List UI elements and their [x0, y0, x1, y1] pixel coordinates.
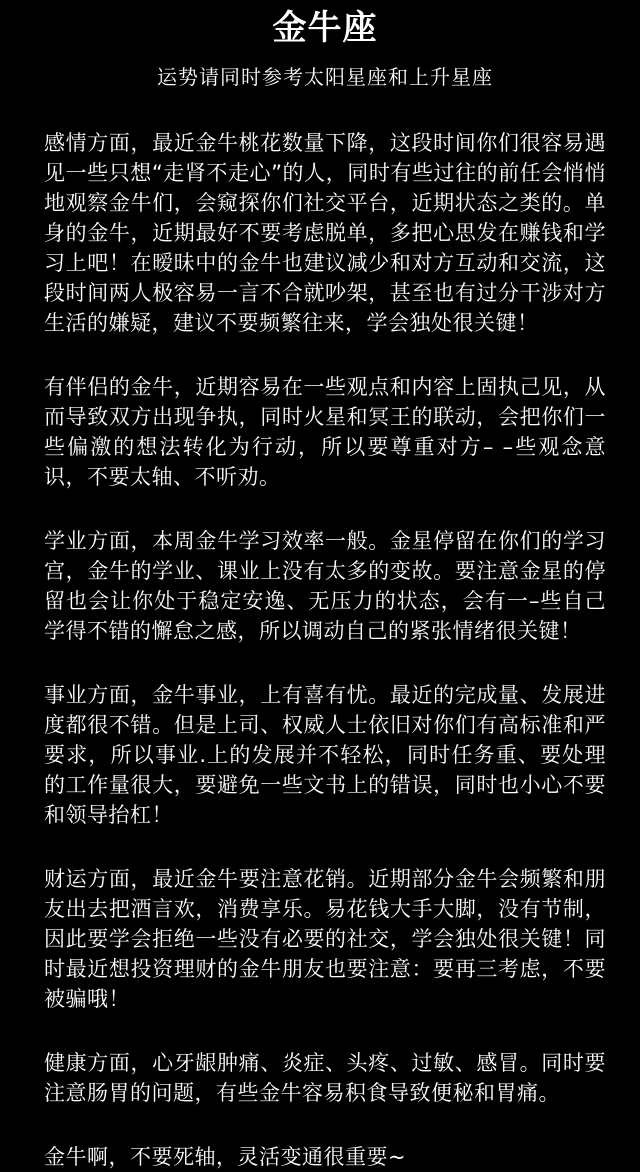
page-title: 金牛座	[272, 8, 378, 48]
page-subtitle: 运势请同时参考太阳星座和上升星座	[157, 65, 493, 89]
paragraph-study: 学业方面，本周金牛学习效率一般。金星停留在你们的学习宫，金牛的学业、课业上没有太多的变故。要注意金星的停留也会让你处于稳定安逸、无压力的状态，会有一–些自己学得不错的懈怠之感，所以调动自己的紧张情绪很关键！	[44, 529, 606, 643]
paragraph-love: 感情方面，最近金牛桃花数量下降，这段时间你们很容易遇见一些只想“走肾不走心”的人，同时有些过往的前任会悄悄地观察金牛们，会窥探你们社交平台，近期状态之类的。单身的金牛，近期最好不要考虑脱单，多把心思发在赚钱和学习上吧！在暧昧中的金牛也建议减少和对方互动和交流，这段时间两人极容易一言不合就吵架，甚至也有过分干涉对方生活的嫌疑，建议不要频繁往来，学会独处很关键！	[44, 131, 606, 335]
paragraph-partnered: 有伴侣的金牛，近期容易在一些观点和内容上固执己见，从而导致双方出现争执，同时火星和冥王的联动，会把你们一 些偏激的想法转化为行动，所以要尊重对方– –些观念意识，不要太轴、不听劝。	[44, 375, 606, 489]
paragraph-career: 事业方面，金牛事业，上有喜有忧。最近的完成量、发展进度都很不错。但是上司、权威人士依旧对你们有高标准和严要求，所以事业.上的发展并不轻松，同时任务重、要处理的工作量很大，要避免一些文书上的错误，同时也小心不要和领导抬杠！	[44, 683, 606, 827]
article-body	[44, 128, 606, 1172]
paragraph-closing: 金牛啊，不要死轴，灵活变通很重要~	[44, 1145, 407, 1169]
paragraph-wealth: 财运方面，最近金牛要注意花销。近期部分金牛会频繁和朋友出去把酒言欢，消费享乐。易花钱大手大脚，没有节制，因此要学会拒绝一些没有必要的社交，学会独处很关键！同时最近想投资理财的金牛朋友也要注意：要再三考虑，不要被骗哦！	[44, 867, 606, 1011]
paragraph-health: 健康方面，心牙龈肿痛、炎症、头疼、过敏、感冒。同时要注意肠胃的问题，有些金牛容易积食导致便秘和胃痛。	[44, 1051, 606, 1105]
